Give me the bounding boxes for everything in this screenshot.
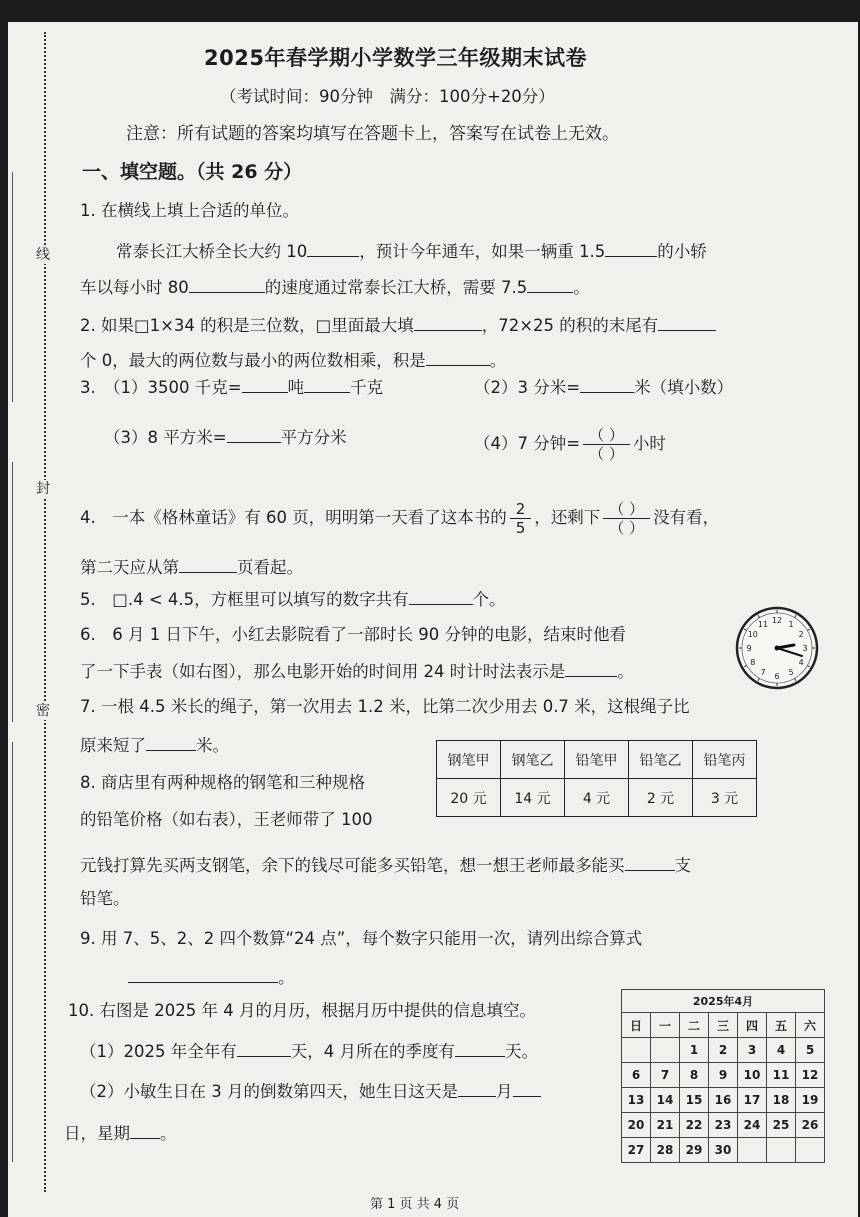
- calendar-day: 24: [738, 1113, 767, 1138]
- q7-line1: 7. 一根 4.5 米长的绳子，第一次用去 1.2 米，比第二次少用去 0.7 米，这根绳子比: [80, 697, 690, 716]
- clock-numeral: 12: [771, 616, 783, 625]
- q3-text-i: 小时: [632, 434, 666, 453]
- q5-text-b: 个。: [472, 590, 506, 609]
- binding-dotted-line: [44, 32, 46, 1192]
- q3-answer-blank-m[interactable]: [580, 376, 634, 393]
- q10-part2-line2: [64, 1122, 177, 1145]
- q3-part3: [104, 426, 347, 449]
- calendar-day: 27: [622, 1138, 651, 1163]
- q9-line2: [128, 966, 295, 989]
- calendar-week-row: [622, 1138, 825, 1163]
- q8-text-b: 支: [674, 856, 691, 875]
- q4-text-d: 第二天应从第: [80, 558, 179, 577]
- calendar-day: 7: [651, 1063, 680, 1088]
- q3-text-c: 千克: [350, 378, 384, 397]
- price-value: 4 元: [565, 779, 629, 817]
- calendar-day: 20: [622, 1113, 651, 1138]
- clock-numeral: 3: [802, 644, 808, 653]
- clock-numeral: 7: [760, 668, 766, 678]
- exam-subtitle: （考试时间：90分钟 满分：100分+20分）: [220, 87, 555, 106]
- margin-rule-lower: [12, 742, 13, 1162]
- q10-text-b: 天，4 月所在的季度有: [290, 1042, 455, 1061]
- q3-fraction-num: （ ）: [583, 426, 630, 445]
- q10-stem: 10. 右图是 2025 年 4 月的月历，根据月历中提供的信息填空。: [68, 1001, 536, 1020]
- calendar-weekday: 一: [651, 1013, 680, 1038]
- q3-text-g: 平方分米: [280, 428, 347, 447]
- calendar-day: 18: [767, 1088, 796, 1113]
- q4-fraction-two-fifths: [510, 500, 532, 537]
- clock-numeral: 1: [788, 619, 794, 629]
- price-value: 14 元: [501, 779, 565, 817]
- clock-numeral: 2: [798, 630, 804, 639]
- calendar-week-row: [622, 1038, 825, 1063]
- q2-text-b: ，72×25 的积的末尾有: [481, 316, 659, 335]
- q3-text-f: （3）8 平方米=: [104, 428, 227, 447]
- q4-line2: [80, 556, 303, 579]
- q8-answer-blank[interactable]: [625, 854, 675, 871]
- calendar-day: 3: [738, 1038, 767, 1063]
- q1-text-f: 。: [573, 278, 590, 297]
- q1-text-b: ，预计今年通车，如果一辆重 1.5: [359, 242, 606, 261]
- calendar-day: 2: [709, 1038, 738, 1063]
- calendar-weekday: 二: [680, 1013, 709, 1038]
- clock-numeral: 9: [746, 644, 752, 653]
- calendar-day: 22: [680, 1113, 709, 1138]
- price-table-header-row: [437, 741, 757, 779]
- q2-text-a: 2. 如果□1×34 的积是三位数，□里面最大填: [80, 316, 414, 335]
- q1-answer-blank-2[interactable]: [605, 240, 657, 257]
- page-footer: 第 1 页 共 4 页: [370, 1197, 460, 1212]
- q4-blank-den: （ ）: [609, 519, 645, 537]
- calendar-day: 30: [709, 1138, 738, 1163]
- calendar-day: 5: [796, 1038, 825, 1063]
- binding-mark-feng: 封: [36, 481, 50, 497]
- q10-part1: [80, 1040, 538, 1063]
- clock-numeral: 4: [798, 658, 804, 667]
- q3-fraction-blank[interactable]: [583, 426, 630, 463]
- q5-text-a: 5. □.4 < 4.5，方框里可以填写的数字共有: [80, 590, 409, 609]
- calendar-day: 9: [709, 1063, 738, 1088]
- q1-answer-blank-3[interactable]: [189, 276, 265, 293]
- binding-mark-xian: 线: [36, 247, 50, 263]
- calendar-day: 4: [767, 1038, 796, 1063]
- q1-answer-blank-4[interactable]: [527, 276, 573, 293]
- q5-line: [80, 588, 506, 611]
- q10-answer-blank-day[interactable]: [513, 1080, 541, 1097]
- april-2025-calendar: [621, 989, 825, 1163]
- q1-stem: 1. 在横线上填上合适的单位。: [80, 201, 299, 220]
- q6-answer-blank[interactable]: [565, 660, 617, 677]
- calendar-day: 12: [796, 1063, 825, 1088]
- price-header: 铅笔甲: [565, 741, 629, 779]
- calendar-week-row: [622, 1063, 825, 1088]
- q1-text-a: 常泰长江大桥全长大约 10: [116, 242, 308, 261]
- q3-text-b: 吨: [287, 378, 305, 397]
- q3-fraction-den: （ ）: [589, 445, 624, 463]
- q6-line1: 6. 6 月 1 日下午，小红去影院看了一部时长 90 分钟的电影，结束时他看: [80, 625, 626, 644]
- price-header: 钢笔乙: [501, 741, 565, 779]
- q10-answer-blank-days[interactable]: [237, 1040, 291, 1057]
- clock-center-pin: [775, 646, 780, 651]
- clock-numeral: 5: [788, 668, 794, 678]
- calendar-day: 14: [651, 1088, 680, 1113]
- q3-part4: [474, 426, 666, 463]
- calendar-day: 25: [767, 1113, 796, 1138]
- q4-text-c: 没有看，: [653, 508, 720, 527]
- calendar-day: 15: [680, 1088, 709, 1113]
- q3-answer-blank-kg[interactable]: [304, 376, 350, 393]
- calendar-day: [622, 1038, 651, 1063]
- q10-text-g: 。: [160, 1124, 177, 1143]
- q3-text-e: 米（填小数）: [634, 378, 734, 397]
- q10-text-c: 天。: [504, 1042, 538, 1061]
- q8-line4: 铅笔。: [80, 889, 130, 908]
- calendar-day: 23: [709, 1113, 738, 1138]
- exam-notice: 注意：所有试题的答案均填写在答题卡上，答案写在试卷上无效。: [126, 124, 619, 144]
- q9-text-end: 。: [278, 968, 295, 987]
- calendar-day: 6: [622, 1063, 651, 1088]
- q3-answer-blank-ton[interactable]: [242, 376, 288, 393]
- q7-text-a: 原来短了: [80, 736, 146, 755]
- q4-blank-num: （ ）: [603, 500, 650, 519]
- q10-text-d: （2）小敏生日在 3 月的倒数第四天，她生日这天是: [80, 1082, 458, 1101]
- q7-text-b: 米。: [196, 736, 229, 755]
- q10-text-a: （1）2025 年全年有: [80, 1042, 237, 1061]
- calendar-day: 17: [738, 1088, 767, 1113]
- price-table: [436, 740, 757, 817]
- q2-line2: [80, 349, 506, 372]
- q1-text-e: 的速度通过常泰长江大桥，需要 7.5: [264, 278, 528, 297]
- wristwatch-clock: [734, 605, 820, 691]
- price-header: 钢笔甲: [437, 741, 501, 779]
- calendar-week-row: [622, 1088, 825, 1113]
- calendar-caption-row: [622, 990, 825, 1013]
- calendar-weekday: 三: [709, 1013, 738, 1038]
- calendar-day: [738, 1138, 767, 1163]
- binding-mark-mi: 密: [36, 703, 50, 719]
- calendar-day: 16: [709, 1088, 738, 1113]
- q10-answer-blank-weekday[interactable]: [130, 1122, 160, 1139]
- q6-line2: [80, 660, 634, 683]
- calendar-day: [651, 1038, 680, 1063]
- price-header: 铅笔丙: [693, 741, 757, 779]
- q9-line1: 9. 用 7、5、2、2 四个数算“24 点”，每个数字只能用一次，请列出综合算式: [80, 929, 643, 948]
- q6-text-b: 。: [617, 662, 634, 681]
- q4-fraction-num: 2: [510, 500, 532, 519]
- section-heading: 一、填空题。（共 26 分）: [82, 161, 303, 183]
- calendar-day: 21: [651, 1113, 680, 1138]
- q4-answer-blank-page[interactable]: [179, 556, 237, 573]
- q3-answer-blank-dm2[interactable]: [227, 426, 281, 443]
- clock-numeral: 11: [757, 619, 769, 629]
- q1-text-d: 车以每小时 80: [80, 278, 189, 297]
- q8-line1: 8. 商店里有两种规格的钢笔和三种规格: [80, 773, 365, 792]
- margin-rule-middle: [12, 462, 13, 722]
- calendar-day: 1: [680, 1038, 709, 1063]
- calendar-day: 19: [796, 1088, 825, 1113]
- q8-line3: [80, 854, 691, 877]
- exam-title: 2025年春学期小学数学三年级期末试卷: [204, 46, 587, 70]
- calendar-weekday: 五: [767, 1013, 796, 1038]
- q5-answer-blank[interactable]: [409, 588, 473, 605]
- calendar-day: 26: [796, 1113, 825, 1138]
- calendar-day: [767, 1138, 796, 1163]
- q2-answer-blank-3[interactable]: [426, 349, 490, 366]
- q10-answer-blank-month[interactable]: [458, 1080, 496, 1097]
- exam-paper: [8, 22, 858, 1217]
- margin-rule-upper: [12, 172, 13, 402]
- q9-answer-blank[interactable]: [128, 966, 278, 983]
- q10-answer-blank-quarter[interactable]: [455, 1040, 505, 1057]
- q7-line2: [80, 734, 229, 757]
- q4-text-b: ，还剩下: [534, 508, 601, 527]
- calendar-day: [796, 1138, 825, 1163]
- q1-line1: [116, 240, 707, 263]
- q10-text-e: 月: [496, 1082, 513, 1101]
- q4-fraction-den: 5: [515, 519, 526, 537]
- calendar-day: 13: [622, 1088, 651, 1113]
- q7-answer-blank[interactable]: [146, 734, 196, 751]
- price-value: 2 元: [629, 779, 693, 817]
- q4-fraction-blank[interactable]: [603, 500, 650, 537]
- q1-answer-blank-1[interactable]: [307, 240, 359, 257]
- q2-answer-blank-1[interactable]: [414, 314, 482, 331]
- price-value: 20 元: [437, 779, 501, 817]
- q1-line2: [80, 276, 590, 299]
- calendar-weekday: 六: [796, 1013, 825, 1038]
- q2-line1: [80, 314, 716, 337]
- price-value: 3 元: [693, 779, 757, 817]
- calendar-day: 28: [651, 1138, 680, 1163]
- calendar-weekday-row: [622, 1013, 825, 1038]
- q10-part2: [80, 1080, 541, 1103]
- q1-text-c: 的小轿: [657, 242, 707, 261]
- calendar-day: 8: [680, 1063, 709, 1088]
- price-header: 铅笔乙: [629, 741, 693, 779]
- price-table-value-row: [437, 779, 757, 817]
- calendar-day: 29: [680, 1138, 709, 1163]
- clock-numeral: 10: [747, 630, 758, 639]
- calendar-weekday: 日: [622, 1013, 651, 1038]
- q6-text-a: 了一下手表（如右图），那么电影开始的时间用 24 时计时法表示是: [80, 662, 566, 681]
- q2-answer-blank-2[interactable]: [658, 314, 716, 331]
- calendar-day: 11: [767, 1063, 796, 1088]
- q8-text-a: 元钱打算先买两支钢笔，余下的钱尽可能多买铅笔，想一想王老师最多能买: [80, 856, 625, 875]
- q3-text-a: 3. （1）3500 千克=: [80, 378, 242, 397]
- q3-part2: [474, 376, 733, 399]
- q3-text-h: （4）7 分钟=: [474, 434, 581, 453]
- q8-line2: 的铅笔价格（如右表），王老师带了 100: [80, 810, 373, 829]
- q4-text-a: 4. 一本《格林童话》有 60 页，明明第一天看了这本书的: [80, 508, 507, 527]
- calendar-week-row: [622, 1113, 825, 1138]
- q10-text-f: 日，星期: [64, 1124, 130, 1143]
- q2-text-c: 个 0，最大的两位数与最小的两位数相乘，积是: [80, 351, 426, 370]
- q3-text-d: （2）3 分米=: [474, 378, 581, 397]
- calendar-day: 10: [738, 1063, 767, 1088]
- clock-numeral: 6: [774, 672, 780, 681]
- q4-text-e: 页看起。: [237, 558, 303, 577]
- calendar-weekday: 四: [738, 1013, 767, 1038]
- clock-numeral: 8: [750, 658, 756, 667]
- q2-text-d: 。: [489, 351, 507, 370]
- q4-line1: [80, 500, 719, 537]
- q3-part1: [80, 376, 383, 399]
- calendar-caption: 2025年4月: [622, 990, 825, 1013]
